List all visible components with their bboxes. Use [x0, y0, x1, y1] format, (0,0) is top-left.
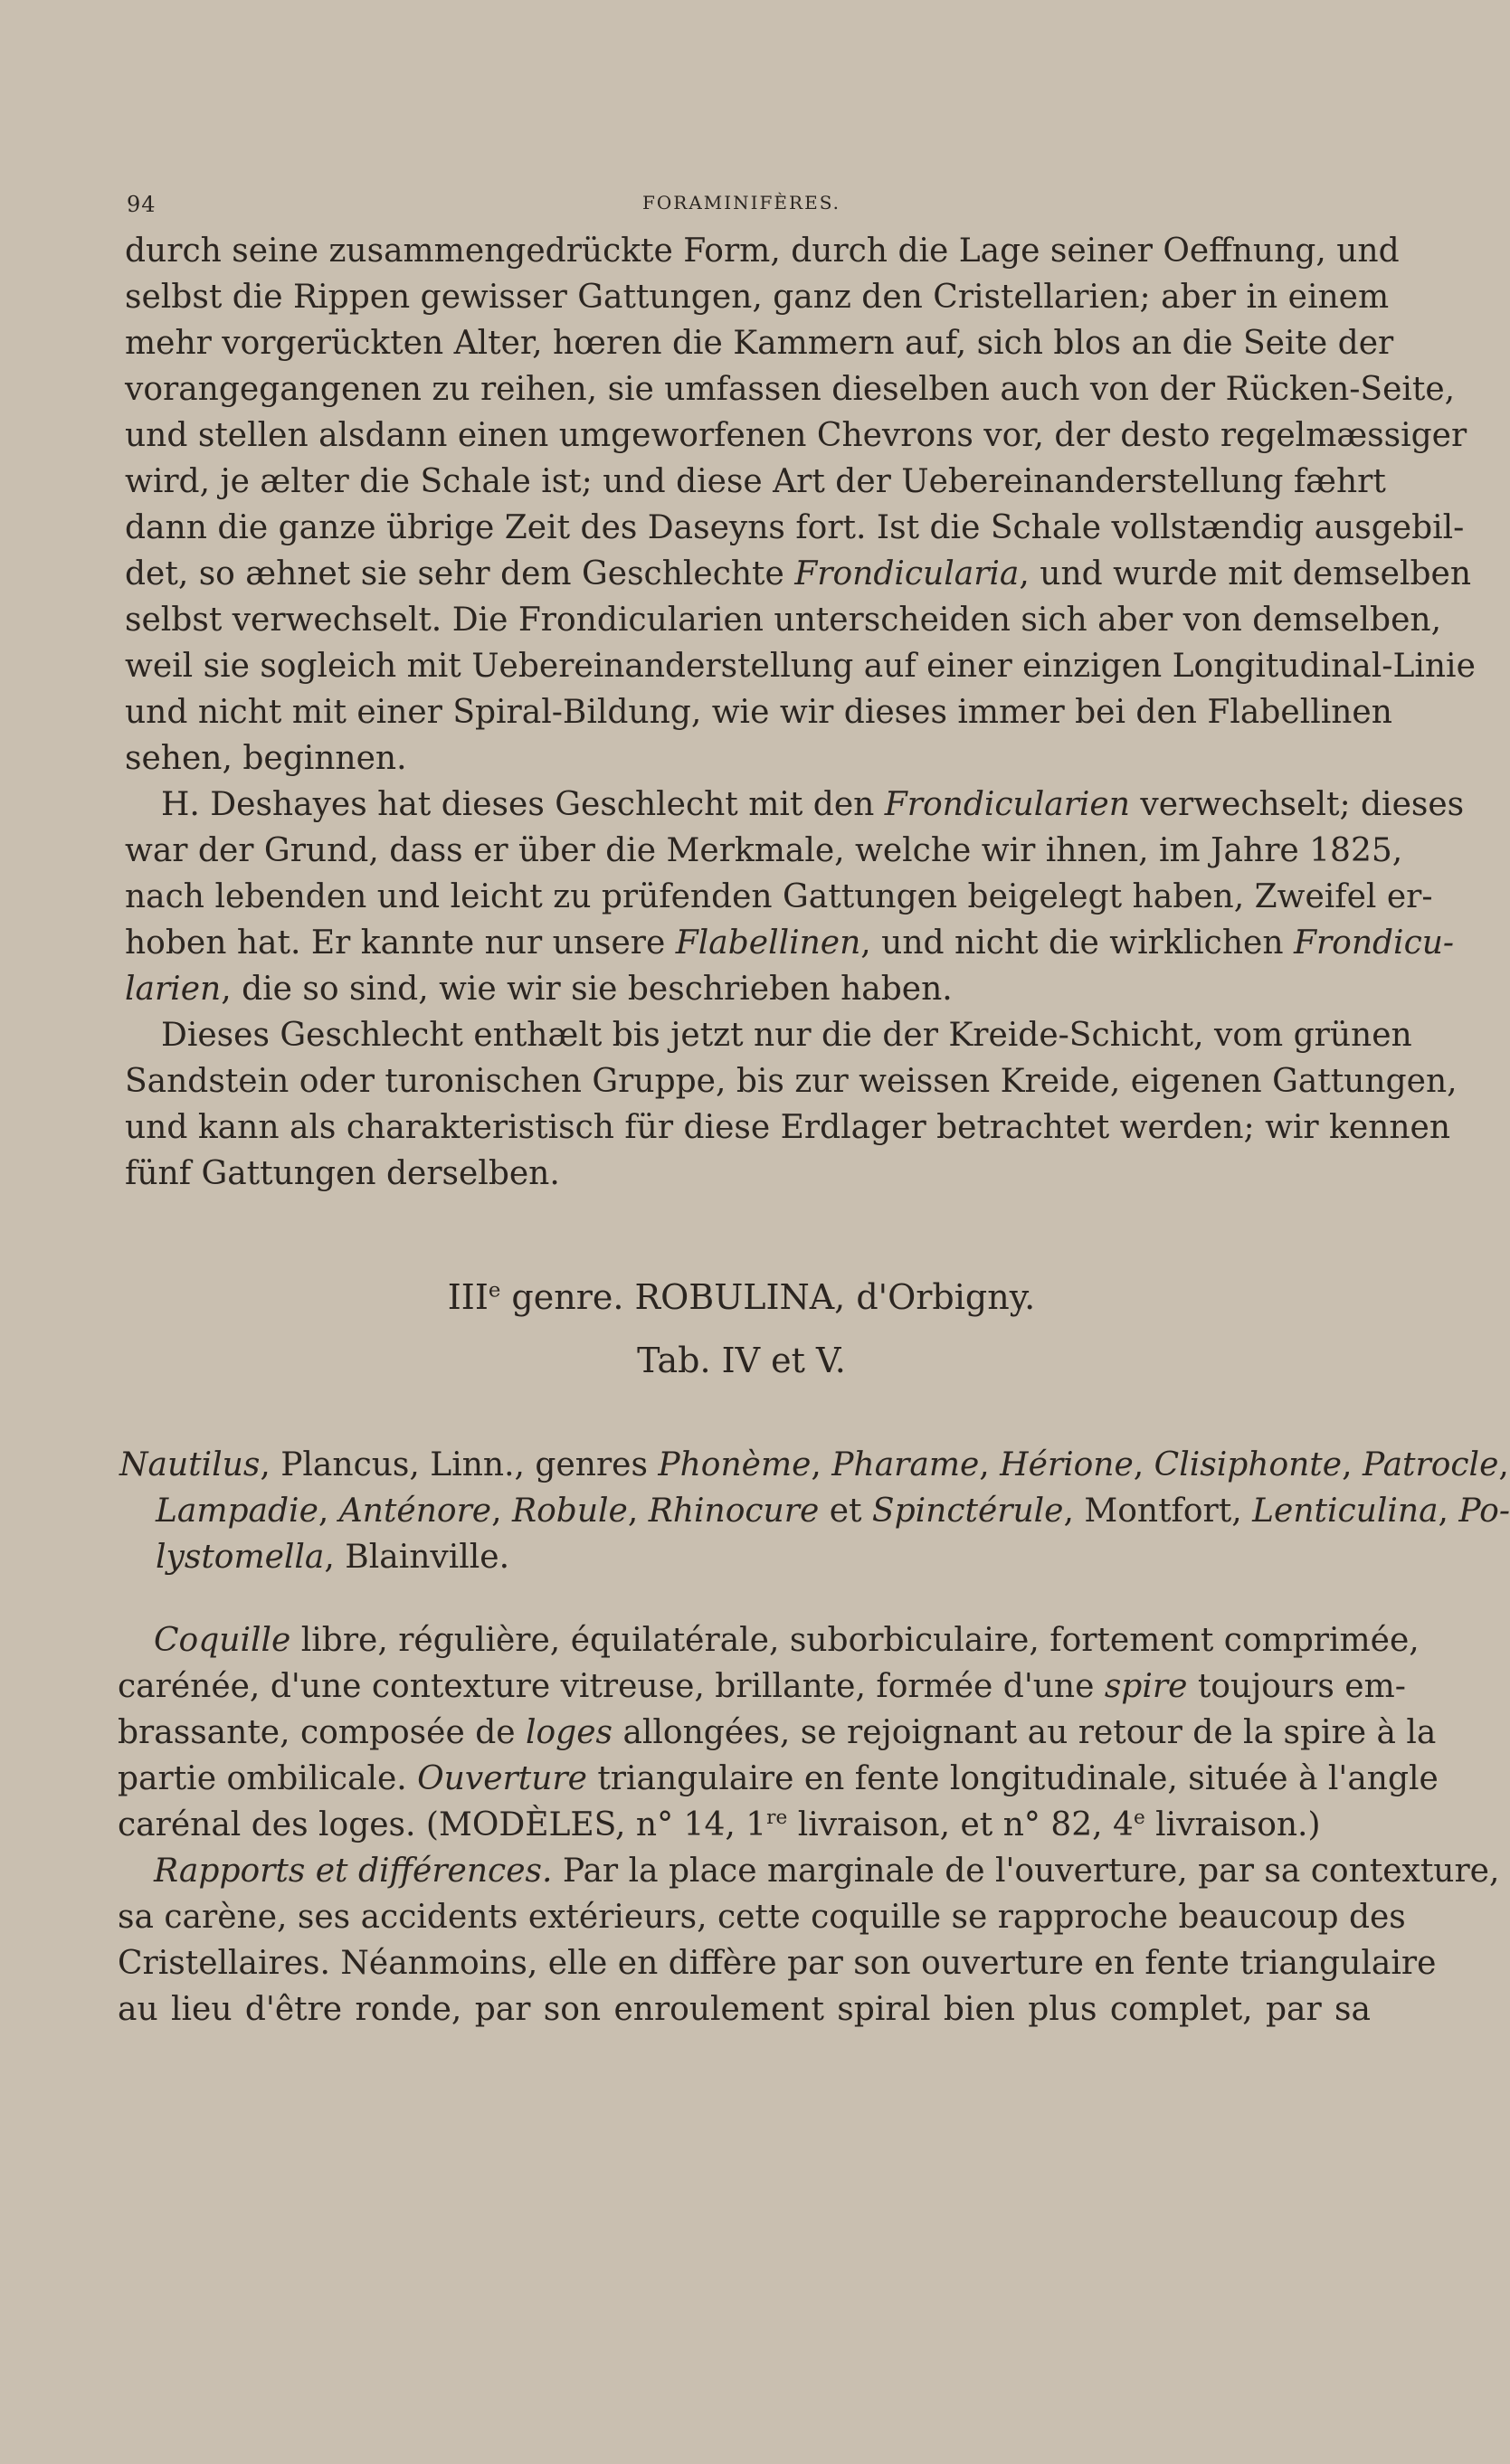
text-line: lystomella, Blainville. [156, 1539, 510, 1576]
synonymy [119, 1442, 1510, 1580]
genus-heading: IIIe genre. ROBULINA, d'Orbigny. [447, 1277, 1036, 1317]
text-line: mehr vorgerückten Alter, hœren die Kammern auf, sich blos an die Seite der [125, 325, 1394, 362]
text-line: Cristellaires. Néanmoins, elle en diffère par son ouverture en fente triangulaire [118, 1945, 1437, 1982]
text-line: carénée, d'une contexture vitreuse, brillante, formée d'une spire toujours em- [118, 1668, 1406, 1705]
text-line: carénal des loges. (MODÈLES, n° 14, 1re livraison, et n° 82, 4e livraison.) [118, 1806, 1321, 1843]
text-line: durch seine zusammengedrückte Form, durch die Lage seiner Oeffnung, und [125, 232, 1400, 270]
text-line: Sandstein oder turonischen Gruppe, bis zur weissen Kreide, eigenen Gattungen, [125, 1063, 1458, 1100]
text-line: Nautilus, Plancus, Linn., genres Phonème, Pharame, Hérione, Clisiphonte, Patrocle, [119, 1446, 1509, 1483]
text-line: Dieses Geschlecht enthælt bis jetzt nur die der Kreide-Schicht, vom grünen [161, 1017, 1412, 1054]
german-text [125, 228, 1476, 1197]
text-line: H. Deshayes hat dieses Geschlecht mit den Frondicularien verwechselt; dieses [161, 786, 1465, 823]
text-line: larien, die so sind, wie wir sie beschrieben haben. [125, 971, 953, 1008]
text-line: partie ombilicale. Ouverture triangulaire en fente longitudinale, située à l'angle [118, 1760, 1439, 1797]
text-line: Coquille libre, régulière, équilatérale, suborbiculaire, fortement comprimée, [154, 1622, 1420, 1659]
running-title: FORAMINIFÈRES. [642, 192, 841, 213]
text-line: und kann als charakteristisch für diese Erdlager betrachtet werden; wir kennen [125, 1109, 1451, 1146]
text-line: selbst die Rippen gewisser Gattungen, ganz den Cristellarien; aber in einem [125, 279, 1390, 316]
text-line: nach lebenden und leicht zu prüfenden Gattungen beigelegt haben, Zweifel er- [125, 878, 1433, 915]
text-line: wird, je ælter die Schale ist; und diese Art der Uebereinanderstellung fæhrt [125, 463, 1386, 500]
text-line: und stellen alsdann einen umgeworfenen Chevrons vor, der desto regelmæssiger [125, 417, 1467, 454]
text-line: hoben hat. Er kannte nur unsere Flabellinen, und nicht die wirklichen Frondicu- [125, 924, 1455, 962]
text-line: selbst verwechselt. Die Frondicularien unterscheiden sich aber von demselben, [125, 602, 1442, 639]
french-description [118, 1617, 1500, 2033]
text-line: und nicht mit einer Spiral-Bildung, wie wir dieses immer bei den Flabellinen [125, 694, 1392, 731]
genus-plates: Tab. IV et V. [637, 1341, 846, 1380]
text-line: dann die ganze übrige Zeit des Daseyns fort. Ist die Schale vollstændig ausgebil- [125, 509, 1465, 546]
text-line: Lampadie, Anténore, Robule, Rhinocure et Spinctérule, Montfort, Lenticulina, Po- [156, 1493, 1510, 1530]
text-line: vorangegangenen zu reihen, sie umfassen dieselben auch von der Rücken-Seite, [125, 371, 1456, 408]
text-line: Rapports et différences. Par la place marginale de l'ouverture, par sa contexture, [154, 1853, 1500, 1890]
text-line: det, so æhnet sie sehr dem Geschlechte Frondicularia, und wurde mit demselben [125, 555, 1472, 592]
text-line: sehen, beginnen. [125, 740, 407, 777]
page-number: 94 [127, 192, 157, 217]
running-head [127, 192, 1357, 217]
text-line: sa carène, ses accidents extérieurs, cette coquille se rapproche beaucoup des [118, 1899, 1406, 1936]
text-line: brassante, composée de loges allongées, se rejoignant au retour de la spire à la [118, 1714, 1437, 1751]
text-line: war der Grund, dass er über die Merkmale, welche wir ihnen, im Jahre 1825, [125, 832, 1403, 869]
text-line: weil sie sogleich mit Uebereinanderstellung auf einer einzigen Longitudinal-Linie [125, 648, 1476, 685]
text-line: fünf Gattungen derselben. [125, 1155, 560, 1192]
text-line: au lieu d'être ronde, par son enroulement spiral bien plus complet, par sa [118, 1991, 1371, 2028]
